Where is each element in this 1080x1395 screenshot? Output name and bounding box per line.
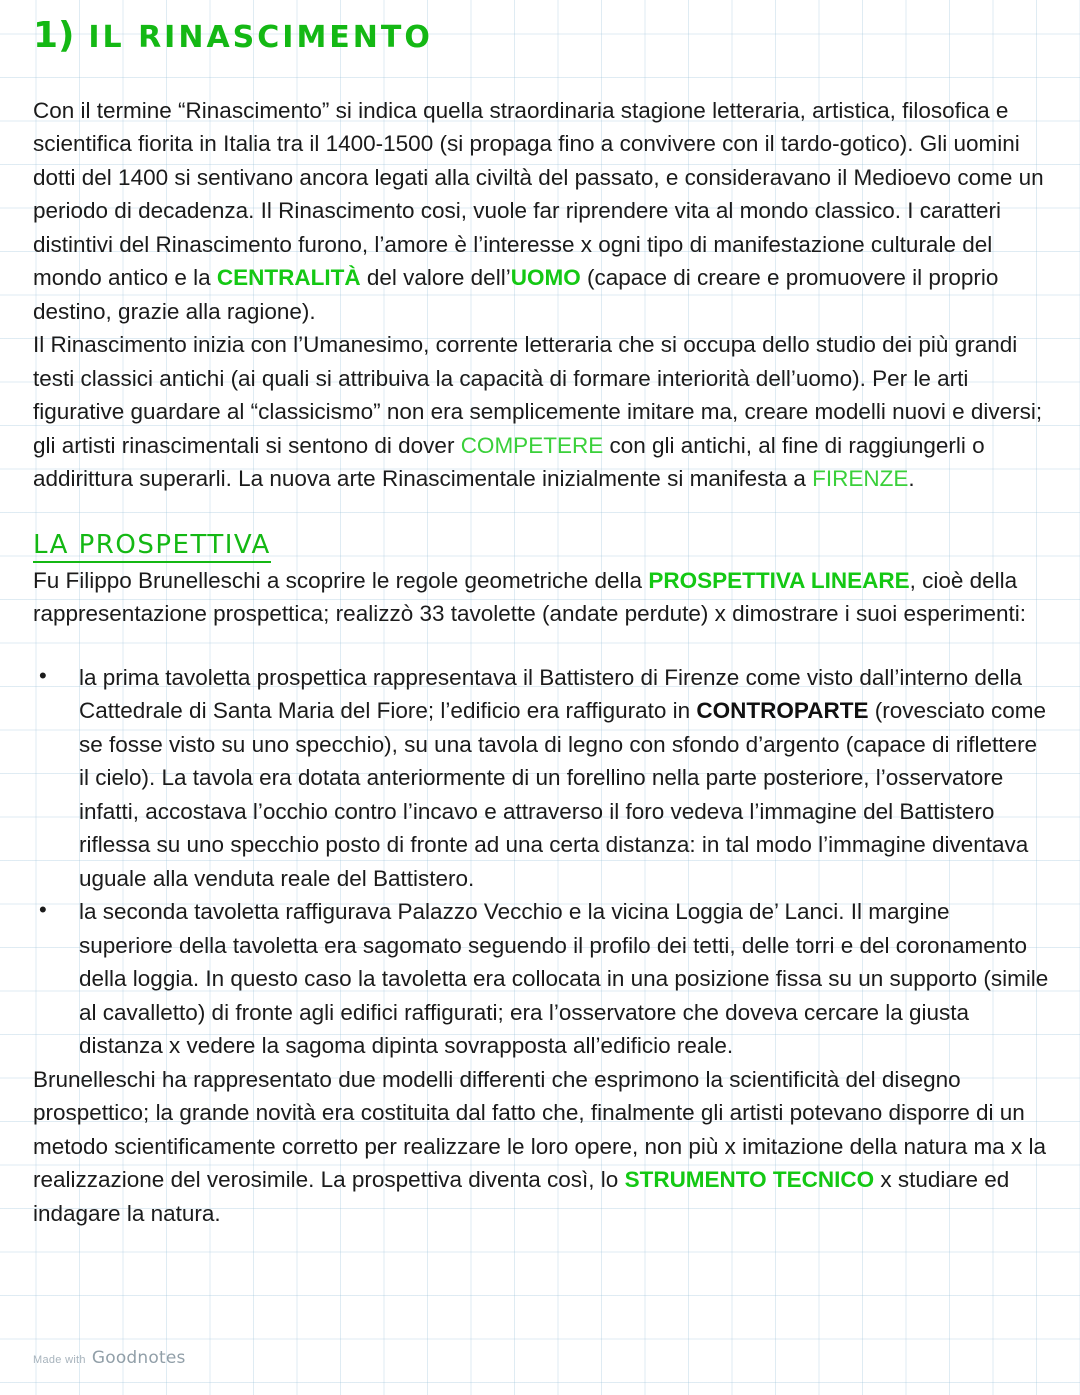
highlight-prospettiva-lineare: PROSPETTIVA LINEARE: [648, 567, 910, 593]
paragraph-brunelleschi: [33, 564, 1049, 631]
list-item-part2: (rovesciato come se fosse visto su uno specchio), su una tavola di legno con sfondo d’argento (capace di riflettere il cielo). La tavola era dotata anteriormente di un forellino nella parte posteriore, l’osservatore infatti, accostava l’occhio contro l’incavo e attraverso il foro vedeva l’immagine del Battistero riflessa su uno specchio posto di fronte ad una certa distanza: in tal modo l’immagine diventava uguale alla venduta reale del Battistero.: [79, 698, 1047, 891]
watermark-brand-label: Goodnotes: [91, 1348, 186, 1368]
paragraph-conclusione: [33, 1063, 1049, 1231]
paragraph-brunelleschi-part1: Fu Filippo Brunelleschi a scoprire le regole geometriche della: [33, 567, 649, 593]
watermark-made-with-label: Made with: [33, 1354, 86, 1366]
paragraph-intro-part3: (capace di creare e promuovere il proprio destino, grazie alla ragione).: [33, 265, 999, 324]
paragraph-conclusione-part2: x studiare ed indagare la natura.: [33, 1167, 1010, 1226]
list-item-part1: la prima tavoletta prospettica rappresentava il Battistero di Firenze come visto dall’interno della Cattedrale di Santa Maria del Fiore; l’edificio era raffigurato in: [79, 664, 1022, 724]
paragraph-umanesimo-part1: Il Rinascimento inizia con l’Umanesimo, corrente letteraria che si occupa dello studio dei più grandi testi classici antichi (ai quali si attribuiva la capacità di formare interiorità dell’uomo). Per le arti figurative guardare al “classicismo” non era semplicemente imitare ma, creare modelli nuovi e diversi; gli artisti rinascimentali si sentono di dover: [33, 332, 1043, 458]
highlight-competere: COMPETERE: [460, 432, 604, 458]
paragraph-umanesimo-part2: con gli antichi, al fine di raggiungerli o addirittura superarli. La nuova arte Rinascimentale inizialmente si manifesta a: [33, 432, 985, 492]
paragraph-conclusione-part1: Brunelleschi ha rappresentato due modelli differenti che esprimono la scientificità del disegno prospettico; la grande novità era costituita dal fatto che, finalmente gli artisti potevano disporre di un metodo scientificamente corretto per realizzare le loro opere, non più x imitazione della natura ma x la realizzazione del verosimile. La prospettiva diventa così, lo: [33, 1066, 1047, 1193]
page-title-number: 1): [33, 15, 75, 56]
paragraph-umanesimo: [33, 328, 1049, 496]
highlight-firenze: FIRENZE: [812, 466, 909, 492]
bullet-list: [33, 661, 1049, 1063]
list-item: [33, 895, 1049, 1063]
note-content: [33, 16, 1049, 1230]
paragraph-intro-part2: del valore dell’: [360, 265, 511, 291]
paragraph-umanesimo-part3: .: [908, 466, 915, 492]
list-item: [33, 661, 1049, 896]
highlight-strumento-tecnico: STRUMENTO TECNICO: [624, 1167, 875, 1193]
paragraph-brunelleschi-part2: , cioè della rappresentazione prospettica; realizzò 33 tavolette (andate perdute) x dimostrare i suoi esperimenti:: [33, 567, 1027, 627]
page-title-text: IL RINASCIMENTO: [88, 20, 433, 55]
goodnotes-watermark: [33, 1348, 186, 1368]
list-item-part1: la seconda tavoletta raffigurava Palazzo Vecchio e la vicina Loggia de’ Lanci. Il margine superiore della tavoletta era sagomato seguendo il profilo dei tetti, delle torri e del coronamento della loggia. In questo caso la tavoletta era collocata in una posizione fissa su un supporto (simile al cavalletto) di fronte agli edifici raffigurati; era l’osservatore che doveva cercare la giusta distanza x vedere la sagoma dipinta sovrapposta all’edificio reale.: [79, 899, 1049, 1059]
bold-controparte: CONTROPARTE: [696, 698, 869, 724]
section-heading-prospettiva: LA PROSPETTIVA: [33, 529, 271, 560]
paragraph-intro-part1: Con il termine “Rinascimento” si indica quella straordinaria stagione letteraria, artistica, filosofica e scientifica fiorita in Italia tra il 1400-1500 (si propaga fino a convivere con il tardo-gotico). Gli uomini dotti del 1400 si sentivano ancora legati alla civiltà del passato, e consideravano il Medioevo come un periodo di decadenza. Il Rinascimento cosi, vuole far riprendere vita al mondo classico. I caratteri distintivi del Rinascimento furono, l’amore è l’interesse x ogni tipo di manifestazione culturale del mondo antico e la: [33, 97, 1044, 291]
highlight-centralita: CENTRALITÀ: [216, 265, 361, 291]
page-title: [33, 16, 1049, 56]
highlight-uomo: UOMO: [510, 265, 581, 291]
paragraph-intro: [33, 94, 1049, 329]
